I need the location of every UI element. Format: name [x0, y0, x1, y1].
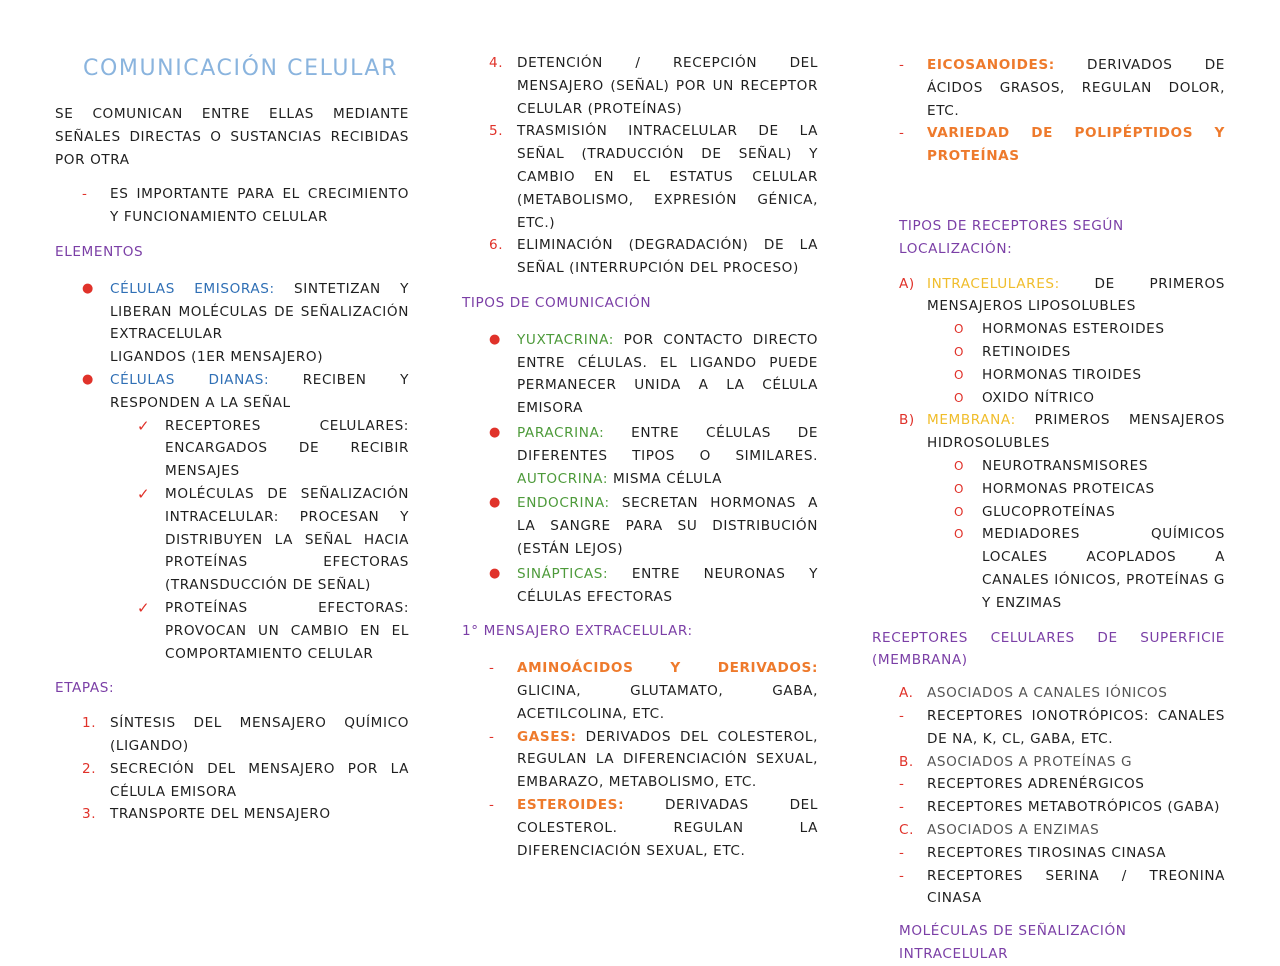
item-text: RECEPTORES CELULARES: ENCARGADOS DE RECIBIR MENSAJES	[165, 417, 409, 480]
column-3	[872, 54, 1225, 966]
item-text: RECIBEN Y RESPONDEN A LA SEÑAL	[110, 371, 409, 411]
item-text: HORMONAS PROTEICAS	[982, 480, 1155, 497]
section-heading-mensajero: 1° MENSAJERO EXTRACELULAR:	[462, 623, 693, 640]
item-text: ASOCIADOS A CANALES IÓNICOS	[927, 685, 1168, 702]
term-label: GASES:	[517, 728, 577, 745]
term-label: EICOSANOIDES:	[927, 57, 1055, 73]
list-item	[872, 682, 1225, 705]
list-item	[55, 278, 409, 369]
circle-bullet-icon: O	[954, 458, 965, 473]
item-text: ASOCIADOS A ENZIMAS	[927, 821, 1100, 838]
item-text: HORMONAS TIROIDES	[982, 366, 1142, 383]
term-label: INTRACELULARES:	[927, 275, 1060, 292]
section-heading-intracelular: MOLÉCULAS DE SEÑALIZACIÓN INTRACELULAR	[899, 923, 1127, 962]
letter-marker: B)	[899, 412, 915, 429]
letter-marker: C.	[899, 821, 915, 838]
item-text: RECEPTORES METABOTRÓPICOS (GABA)	[927, 799, 1221, 816]
list-item	[55, 758, 409, 804]
list-item	[872, 751, 1225, 774]
item-text: RECEPTORES IONOTRÓPICOS: CANALES DE NA, K, CL, GABA, ETC.	[927, 707, 1225, 747]
list-item	[55, 712, 409, 758]
dash-marker: -	[899, 125, 905, 142]
term-label: CÉLULAS EMISORAS:	[110, 280, 275, 297]
number-marker: 3.	[82, 806, 97, 823]
list-item	[872, 796, 1225, 819]
item-text: DERIVADAS DEL COLESTEROL. REGULAN LA DIFERENCIACIÓN SEXUAL, ETC.	[517, 796, 818, 859]
list-item	[462, 657, 818, 725]
circle-bullet-icon: O	[954, 390, 965, 405]
item-text: MISMA CÉLULA	[612, 470, 722, 487]
circle-item	[872, 387, 1225, 410]
item-text: ES IMPORTANTE PARA EL CRECIMIENTO Y FUNCIONAMIENTO CELULAR	[110, 186, 409, 226]
item-text: SECRETAN HORMONAS A LA SANGRE PARA SU DISTRIBUCIÓN (ESTÁN LEJOS)	[517, 495, 818, 557]
bullet-icon: ●	[82, 371, 94, 387]
circle-bullet-icon: O	[954, 367, 965, 382]
check-icon: ✓	[137, 598, 151, 617]
list-item	[462, 794, 818, 862]
list-item	[462, 422, 818, 490]
item-text: LIGANDOS (1ER MENSAJERO)	[110, 349, 324, 366]
circle-item	[872, 523, 1225, 614]
list-item	[872, 773, 1225, 796]
term-label: YUXTACRINA:	[517, 331, 614, 348]
item-text: RECEPTORES ADRENÉRGICOS	[927, 776, 1145, 793]
check-item	[55, 415, 409, 483]
list-item	[462, 52, 818, 120]
list-item	[462, 120, 818, 234]
item-text: GLUCOPROTEÍNAS	[982, 503, 1116, 520]
bullet-icon: ●	[82, 280, 94, 296]
item-text: SECRECIÓN DEL MENSAJERO POR LA CÉLULA EMISORA	[110, 760, 409, 800]
term-label: MEMBRANA:	[927, 412, 1016, 429]
page-title: COMUNICACIÓN CELULAR	[83, 56, 398, 81]
item-text: NEUROTRANSMISORES	[982, 457, 1149, 474]
circle-item	[872, 364, 1225, 387]
check-item	[55, 597, 409, 665]
item-text: DETENCIÓN / RECEPCIÓN DEL MENSAJERO (SEÑAL) POR UN RECEPTOR CELULAR (PROTEÍNAS)	[517, 55, 818, 117]
item-text: DERIVADOS DE ÁCIDOS GRASOS, REGULAN DOLOR, ETC.	[927, 57, 1225, 119]
item-text: POR CONTACTO DIRECTO ENTRE CÉLULAS. EL LIGANDO PUEDE PERMANECER UNIDA A LA CÉLULA EMISORA	[517, 331, 818, 417]
section-heading-superficie: RECEPTORES CELULARES DE SUPERFICIE (MEMBRANA)	[872, 629, 1225, 669]
circle-bullet-icon: O	[954, 344, 965, 359]
item-text: ENTRE NEURONAS Y CÉLULAS EFECTORAS	[517, 565, 819, 605]
dash-marker: -	[489, 796, 495, 813]
item-text: RETINOIDES	[982, 343, 1071, 360]
dash-marker: -	[899, 799, 905, 816]
item-text: ASOCIADOS A PROTEÍNAS G	[927, 753, 1133, 770]
item-text: ENTRE CÉLULAS DE DIFERENTES TIPOS O SIMILARES.	[517, 424, 819, 464]
list-item	[872, 865, 1225, 911]
list-item	[55, 803, 409, 826]
number-marker: 5.	[489, 123, 504, 140]
circle-item	[872, 478, 1225, 501]
circle-item	[872, 501, 1225, 524]
section-heading-elementos: ELEMENTOS	[55, 243, 144, 260]
list-item	[462, 329, 818, 420]
number-marker: 2.	[82, 760, 97, 777]
letter-marker: A)	[899, 275, 915, 292]
dash-marker: -	[899, 844, 905, 861]
column-1	[55, 52, 409, 826]
item-text: SÍNTESIS DEL MENSAJERO QUÍMICO (LIGANDO)	[110, 715, 409, 754]
list-item	[872, 705, 1225, 751]
number-marker: 1.	[82, 715, 97, 732]
dash-marker: -	[899, 867, 905, 884]
dash-marker: -	[899, 57, 905, 73]
list-item	[55, 183, 409, 229]
list-item	[462, 234, 818, 280]
item-text: HORMONAS ESTEROIDES	[982, 321, 1165, 338]
circle-item	[872, 341, 1225, 364]
item-text: GLICINA, GLUTAMATO, GABA, ACETILCOLINA, ETC.	[517, 682, 818, 722]
column-2	[462, 52, 818, 862]
list-item	[872, 819, 1225, 842]
term-label: AMINOÁCIDOS Y DERIVADOS:	[517, 660, 818, 677]
circle-bullet-icon: O	[954, 481, 965, 496]
dash-marker: -	[82, 186, 88, 203]
list-item	[55, 369, 409, 415]
dash-marker: -	[899, 776, 905, 793]
circle-item	[872, 455, 1225, 478]
bullet-icon: ●	[489, 495, 501, 511]
number-marker: 6.	[489, 237, 504, 254]
item-text: PRIMEROS MENSAJEROS HIDROSOLUBLES	[927, 412, 1225, 452]
item-text: ELIMINACIÓN (DEGRADACIÓN) DE LA SEÑAL (INTERRUPCIÓN DEL PROCESO)	[517, 237, 818, 277]
list-item	[872, 409, 1225, 455]
letter-marker: A.	[899, 685, 914, 702]
intro-text: SE COMUNICAN ENTRE ELLAS MEDIANTE SEÑALES DIRECTAS O SUSTANCIAS RECIBIDAS POR OTRA	[55, 106, 409, 168]
item-text: RECEPTORES SERINA / TREONINA CINASA	[927, 867, 1225, 907]
list-item	[462, 492, 818, 560]
circle-item	[872, 318, 1225, 341]
bullet-icon: ●	[489, 565, 501, 581]
circle-bullet-icon: O	[954, 504, 965, 519]
section-heading-tipos: TIPOS DE COMUNICACIÓN	[462, 294, 652, 311]
item-text: RECEPTORES TIROSINAS CINASA	[927, 844, 1167, 861]
term-label: AUTOCRINA:	[517, 470, 609, 487]
section-heading-etapas: ETAPAS:	[55, 680, 115, 697]
list-item	[872, 842, 1225, 865]
letter-marker: B.	[899, 753, 914, 770]
circle-bullet-icon: O	[954, 527, 965, 542]
item-text: TRASMISIÓN INTRACELULAR DE LA SEÑAL (TRADUCCIÓN DE SEÑAL) Y CAMBIO EN EL ESTATUS CELULAR (METABOLISMO, EXPRESIÓN GÉNICA, ETC.)	[517, 123, 818, 231]
list-item	[872, 54, 1225, 122]
dash-marker: -	[489, 728, 495, 745]
item-text: PROTEÍNAS EFECTORAS: PROVOCAN UN CAMBIO EN EL COMPORTAMIENTO CELULAR	[165, 599, 409, 662]
list-item	[872, 122, 1225, 168]
item-text: DERIVADOS DEL COLESTEROL, REGULAN LA DIFERENCIACIÓN SEXUAL, EMBARAZO, METABOLISMO, ETC.	[517, 728, 818, 791]
list-item	[462, 726, 818, 794]
item-text: SINTETIZAN Y LIBERAN MOLÉCULAS DE SEÑALIZACIÓN EXTRACELULAR	[110, 280, 409, 343]
term-label: PARACRINA:	[517, 424, 605, 441]
term-label: ENDOCRINA:	[517, 495, 610, 512]
dash-marker: -	[489, 660, 495, 677]
item-text: TRANSPORTE DEL MENSAJERO	[110, 806, 331, 823]
section-heading-tipos-receptores: TIPOS DE RECEPTORES SEGÚN LOCALIZACIÓN:	[899, 217, 1124, 257]
list-item	[872, 273, 1225, 319]
term-label: CÉLULAS DIANAS:	[110, 371, 270, 388]
item-text: MEDIADORES QUÍMICOS LOCALES ACOPLADOS A CANALES IÓNICOS, PROTEÍNAS G Y ENZIMAS	[982, 526, 1225, 611]
check-icon: ✓	[137, 484, 151, 503]
bullet-icon: ●	[489, 424, 501, 440]
number-marker: 4.	[489, 55, 504, 71]
item-text: DE PRIMEROS MENSAJEROS LIPOSOLUBLES	[927, 275, 1225, 315]
item-text: MOLÉCULAS DE SEÑALIZACIÓN INTRACELULAR: PROCESAN Y DISTRIBUYEN LA SEÑAL HACIA PROTEÍNAS EFECTORAS (TRANSDUCCIÓN DE SEÑAL)	[165, 485, 409, 594]
check-item	[55, 483, 409, 597]
list-item	[462, 563, 818, 609]
item-text: OXIDO NÍTRICO	[982, 389, 1095, 406]
bullet-icon: ●	[489, 331, 501, 347]
term-label: ESTEROIDES:	[517, 796, 625, 813]
term-label: SINÁPTICAS:	[517, 565, 609, 582]
dash-marker: -	[899, 707, 905, 724]
circle-bullet-icon: O	[954, 322, 965, 337]
check-icon: ✓	[137, 416, 151, 435]
term-label: VARIEDAD DE POLIPÉPTIDOS Y PROTEÍNAS	[927, 125, 1225, 165]
